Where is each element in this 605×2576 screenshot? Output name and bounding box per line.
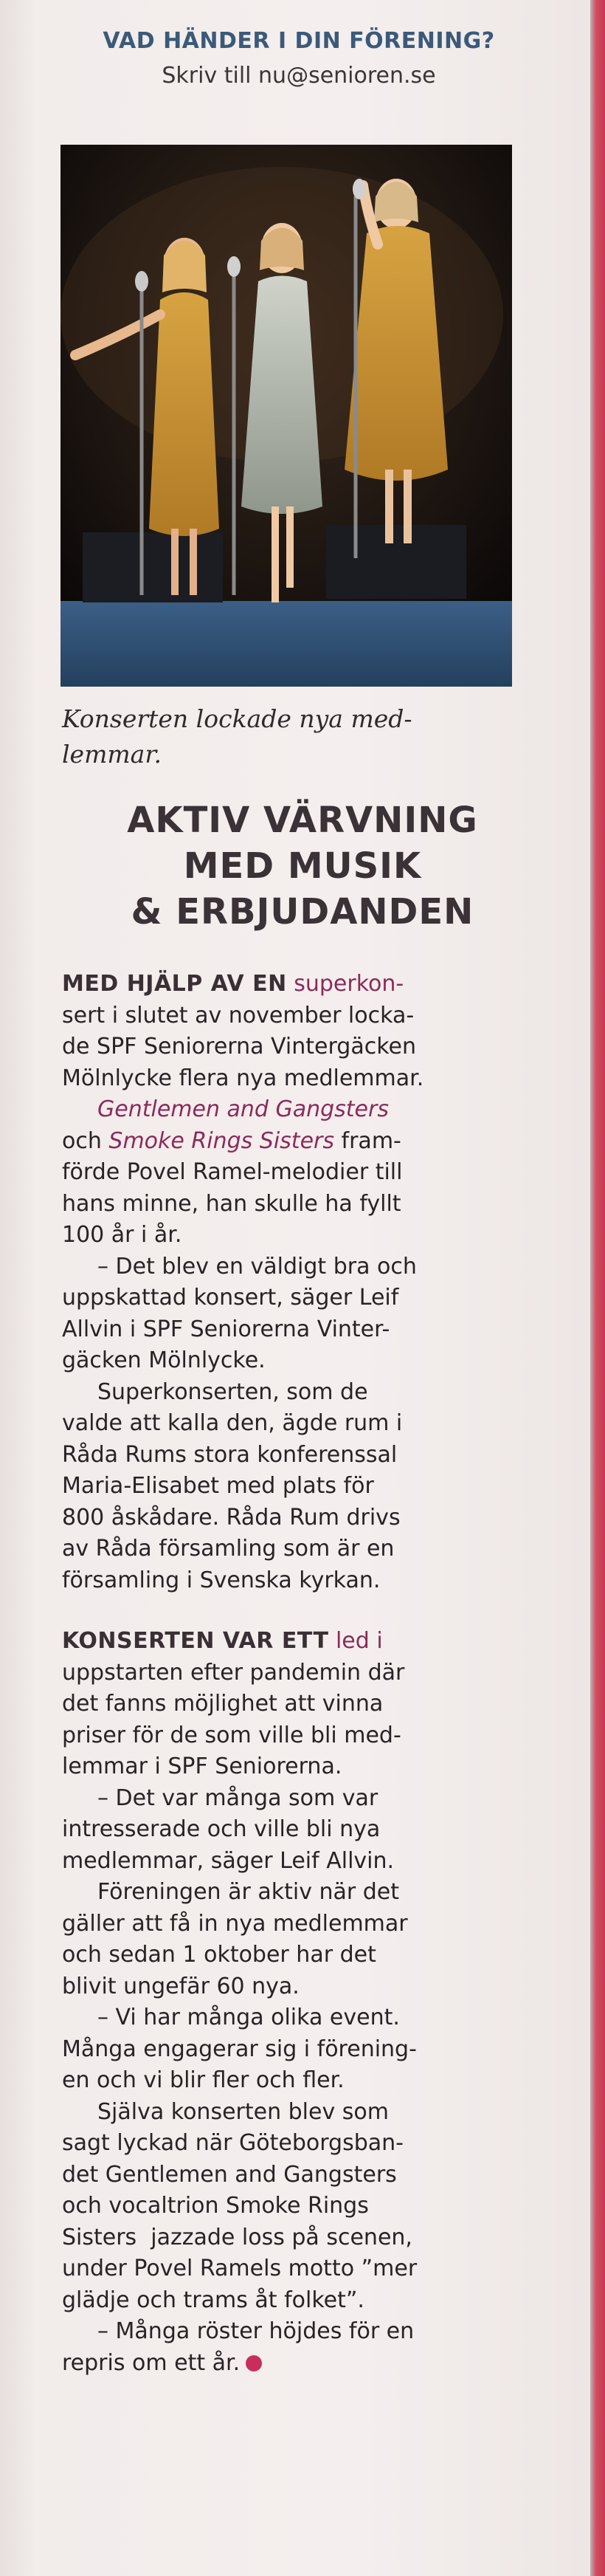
lead-in-rest: led i bbox=[328, 1628, 383, 1654]
caption-line: Konserten lockade nya med- bbox=[62, 704, 412, 733]
headline-line: & ERBJUDANDEN bbox=[131, 891, 474, 932]
text-line: hans minne, han skulle ha fyllt bbox=[62, 1190, 401, 1217]
paragraph-concert bbox=[62, 2097, 534, 2317]
text-line: medlemmar, säger Leif Allvin. bbox=[62, 1847, 395, 1874]
text-line: sagt lyckad när Göteborgsban- bbox=[62, 2130, 404, 2156]
band-name: Smoke Rings Sisters bbox=[108, 1127, 334, 1154]
text-line: – Det blev en väldigt bra och bbox=[97, 1253, 417, 1280]
end-of-article-dot-icon bbox=[246, 2355, 262, 2371]
paragraph-quote-3 bbox=[62, 2002, 534, 2097]
text-line: förde Povel Ramel-melodier till bbox=[62, 1159, 403, 1185]
lead-in: MED HJÄLP AV EN bbox=[62, 971, 287, 997]
text-line: under Povel Ramels motto ”mer bbox=[62, 2256, 418, 2281]
photo-caption bbox=[62, 701, 475, 772]
text-line: Råda Rums stora konferenssal bbox=[62, 1441, 398, 1468]
text-line: församling i Svenska kyrkan. bbox=[62, 1567, 381, 1593]
text-line: blivit ungefär 60 nya. bbox=[62, 1973, 300, 1999]
text-line: och sedan 1 oktober har det bbox=[62, 1942, 376, 1968]
text-line: glädje och trams åt folket”. bbox=[62, 2287, 364, 2313]
concert-photo-three-singers-icon bbox=[60, 145, 512, 687]
section-kicker: VAD HÄNDER I DIN FÖRENING? bbox=[103, 28, 495, 54]
paragraph-quote-1 bbox=[62, 1251, 534, 1377]
text-line: det fanns möjlighet att vinna bbox=[62, 1691, 384, 1717]
paragraph-venue bbox=[62, 1377, 534, 1597]
text-line: Allvin i SPF Seniorerna Vinter- bbox=[62, 1316, 390, 1342]
text-line: det Gentlemen and Gangsters bbox=[62, 2161, 397, 2188]
text-line: gäller att få in nya medlemmar bbox=[62, 1910, 408, 1937]
article-headline bbox=[44, 797, 561, 935]
text-line: Superkonserten, som de bbox=[97, 1378, 368, 1405]
text-line: av Råda församling som är en bbox=[62, 1536, 395, 1562]
paragraph-bands bbox=[62, 1094, 534, 1251]
text-fragment: och bbox=[62, 1127, 109, 1154]
lead-in-rest: superkon- bbox=[286, 971, 404, 997]
text-line: 800 åskådare. Råda Rum drivs bbox=[62, 1504, 401, 1531]
text-line: repris om ett år. bbox=[62, 2349, 241, 2376]
text-line: Många engagerar sig i förening- bbox=[62, 2036, 417, 2062]
paragraph-intro bbox=[62, 969, 534, 1094]
text-line: uppstarten efter pandemin där bbox=[62, 1659, 405, 1686]
text-line: sert i slutet av november locka- bbox=[62, 1002, 415, 1028]
text-line: – Vi har många olika event. bbox=[97, 2005, 400, 2030]
concert-photo bbox=[60, 145, 512, 687]
paragraph-closing bbox=[62, 2316, 534, 2379]
caption-line: lemmar. bbox=[62, 740, 162, 769]
text-line: priser för de som ville bli med- bbox=[62, 1722, 401, 1748]
article-body bbox=[62, 969, 534, 2379]
paragraph-members bbox=[62, 1877, 534, 2002]
paragraph-restart bbox=[62, 1626, 534, 1783]
text-line: Föreningen är aktiv när det bbox=[97, 1879, 400, 1905]
text-line: – Det var många som var bbox=[97, 1785, 378, 1811]
text-line: de SPF Seniorerna Vintergäcken bbox=[62, 1034, 416, 1059]
text-line: Maria-Elisabet med plats för bbox=[62, 1473, 374, 1499]
headline-line: AKTIV VÄRVNING bbox=[127, 800, 478, 841]
paragraph-quote-2 bbox=[62, 1783, 534, 1878]
lead-in: KONSERTEN VAR ETT bbox=[62, 1628, 329, 1654]
text-line: en och vi blir fler och fler. bbox=[62, 2067, 345, 2093]
headline-line: MED MUSIK bbox=[183, 845, 422, 887]
text-line: – Många röster höjdes för en bbox=[97, 2318, 415, 2344]
text-line: uppskattad konsert, säger Leif bbox=[62, 1285, 399, 1311]
page-edge bbox=[590, 0, 605, 2576]
text-line: valde att kalla den, ägde rum i bbox=[62, 1410, 403, 1436]
text-line: 100 år i år. bbox=[62, 1222, 182, 1248]
contact-line: Skriv till nu@senioren.se bbox=[162, 63, 436, 89]
section-header bbox=[44, 28, 553, 89]
text-line: Själva konserten blev som bbox=[97, 2098, 389, 2125]
text-line: Sisters jazzade loss på scenen, bbox=[62, 2224, 412, 2250]
text-line: Mölnlycke flera nya medlemmar. bbox=[62, 1065, 424, 1091]
text-fragment: fram- bbox=[334, 1127, 401, 1154]
text-line: och vocaltrion Smoke Rings bbox=[62, 2193, 369, 2219]
text-line: lemmar i SPF Seniorerna. bbox=[62, 1754, 342, 1779]
text-line: gäcken Mölnlycke. bbox=[62, 1347, 266, 1373]
band-name: Gentlemen and Gangsters bbox=[97, 1096, 389, 1122]
text-line: intresserade och ville bli nya bbox=[62, 1816, 381, 1842]
